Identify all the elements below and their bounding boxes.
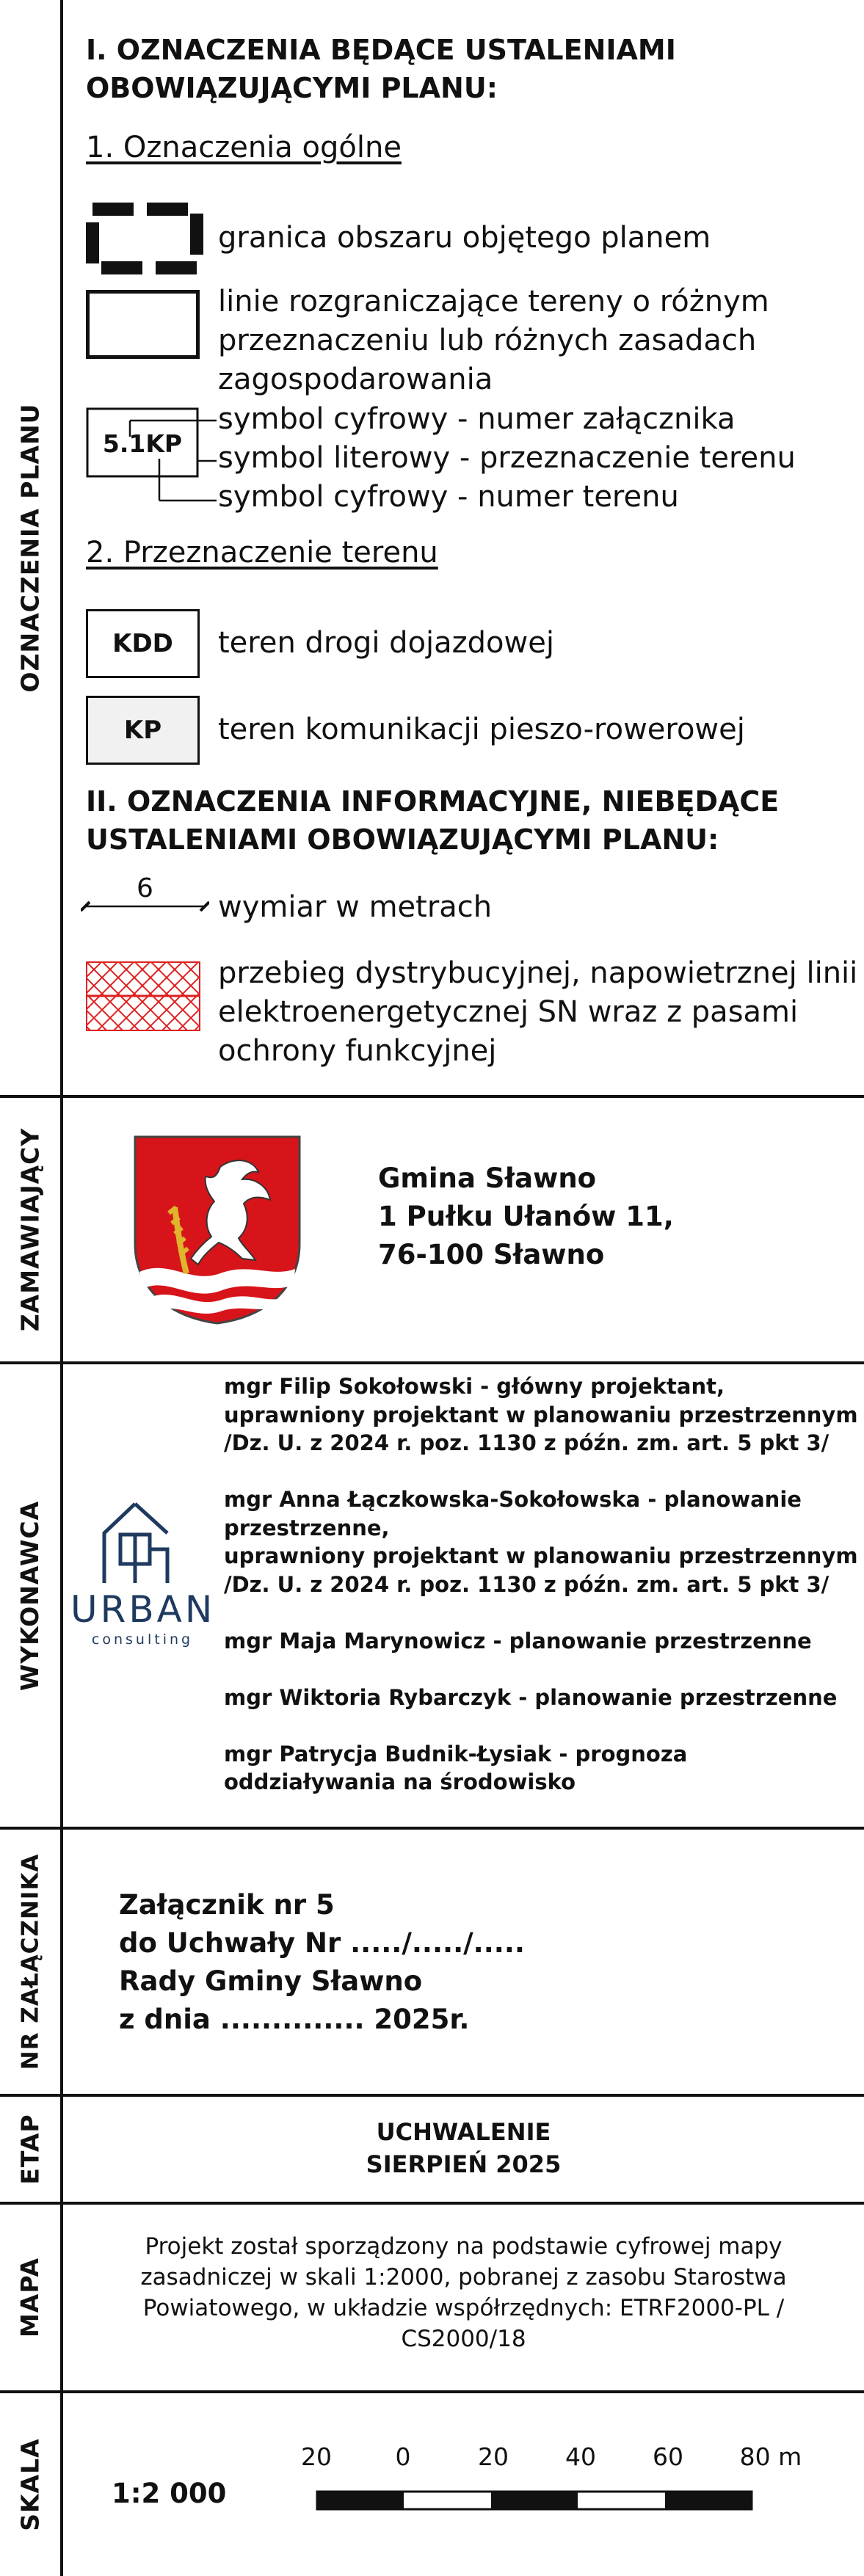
symbol-desc-1: symbol cyfrowy - numer załącznika [218, 402, 736, 436]
dimension-desc: wymiar w metrach [218, 890, 493, 924]
divider-contractor-attachment [0, 1827, 864, 1830]
logo-word: URBAN [70, 1588, 216, 1631]
scale-ratio: 1:2 000 [112, 2478, 227, 2509]
dividing-lines-symbol [86, 290, 200, 359]
dividing-lines-desc-3: zagospodarowania [218, 363, 493, 396]
scale-tick-label-0: 20 [301, 2442, 332, 2471]
slawno-coat-of-arms-icon [132, 1134, 302, 1326]
subheading-land-use: 2. Przeznaczenie terenu [86, 536, 438, 570]
map-source-info: Projekt został sporządzony na podstawie cyfrowej mapy zasadniczej w skali 1:2000, pobranej z zasobu Starostwa Powiatowego, w układzie współrzędnych: ETRF2000-PL / CS2000/18 [140, 2233, 787, 2352]
urban-logo-icon [94, 1501, 176, 1585]
symbol-desc-3: symbol cyfrowy - numer terenu [218, 480, 679, 514]
scale-tick-label-1: 0 [395, 2442, 411, 2471]
section2-title-line1: II. OZNACZENIA INFORMACYJNE, NIEBĘDĄCE [86, 785, 780, 818]
kdd-symbol: KDD [86, 609, 200, 678]
power-line-desc-2: elektroenergetycznej SN wraz z pasami [218, 995, 799, 1029]
plan-boundary-symbol [86, 203, 203, 274]
left-column-divider [60, 0, 63, 2576]
kp-desc: teren komunikacji pieszo-rowerowej [218, 713, 745, 746]
side-label-zamawiajacy: ZAMAWIAJĄCY [15, 1127, 45, 1332]
dividing-lines-desc-2: przeznaczeniu lub różnych zasadach [218, 324, 757, 357]
power-line-hatch-symbol [86, 961, 200, 1031]
stage-info: UCHWALENIE SIERPIEŃ 2025 [366, 2118, 562, 2178]
divider-legend-client [0, 1095, 864, 1098]
boundary-desc: granica obszaru objętego planem [218, 221, 711, 255]
symbol-desc-2: symbol literowy - przeznaczenie terenu [218, 441, 796, 475]
side-label-mapa: MAPA [15, 2257, 45, 2338]
logo-sub: consulting [91, 1631, 194, 1648]
kdd-desc: teren drogi dojazdowej [218, 626, 554, 660]
side-label-oznaczenia: OZNACZENIA PLANU [15, 403, 45, 692]
scale-bar [316, 2490, 753, 2511]
divider-client-contractor [0, 1361, 864, 1364]
client-city: 76-100 Sławno [378, 1239, 605, 1270]
dividing-lines-desc-1: linie rozgraniczające tereny o różnym [218, 285, 769, 319]
scale-tick-label-5: 80 m [739, 2442, 802, 2471]
side-label-etap: ETAP [15, 2114, 45, 2185]
side-label-skala: SKALA [15, 2438, 45, 2531]
scale-tick-label-3: 40 [565, 2442, 596, 2471]
section2-title-line2: USTALENIAMI OBOWIĄZUJĄCYMI PLANU: [86, 823, 719, 856]
dimension-value: 6 [137, 873, 153, 903]
symbol-explanation-diagram [86, 407, 218, 510]
contractor-team: mgr Filip Sokołowski - główny projektant, uprawniony projektant w planowaniu przestrzennym /Dz. U. z 2024 r. poz. 1130 z późn. zm. art. 5 pkt 3/ mgr Anna Łączkowska-Sokołowska - planowanie przestrzenne, uprawniony projektant w planowaniu przestrzennym /Dz. U. z 2024 r. poz. 1130 z późn. zm. art. 5 pkt 3/ mgr Maja Marynowicz - planowanie przestrzenne mgr Wiktoria Rybarczyk - planowanie przestrzenne mgr Patrycja Budnik-Łysiak - prognoza oddziaływania na środowisko [224, 1374, 858, 1794]
divider-map-scale [0, 2390, 864, 2393]
symbol-code: 5.1KP [102, 429, 183, 458]
client-name: Gmina Sławno [378, 1163, 597, 1194]
power-line-desc-1: przebieg dystrybucyjnej, napowietrznej linii [218, 956, 858, 990]
side-label-wykonawca: WYKONAWCA [15, 1500, 45, 1691]
client-street: 1 Pułku Ułanów 11, [378, 1201, 674, 1232]
section1-title-line1: I. OZNACZENIA BĘDĄCE USTALENIAMI [86, 34, 676, 66]
power-line-desc-3: ochrony funkcyjnej [218, 1034, 497, 1068]
section1-title-line2: OBOWIĄZUJĄCYMI PLANU: [86, 72, 498, 104]
divider-stage-map [0, 2202, 864, 2205]
scale-tick-label-2: 20 [478, 2442, 509, 2471]
scale-tick-label-4: 60 [653, 2442, 683, 2471]
side-label-nr-zalacznika: NR ZAŁĄCZNIKA [17, 1853, 44, 2070]
attachment-number: Załącznik nr 5 do Uchwały Nr ...../...../..... Rady Gminy Sławno z dnia .............. 2025r. [119, 1889, 525, 2035]
subheading-general: 1. Oznaczenia ogólne [86, 131, 402, 164]
divider-attachment-stage [0, 2094, 864, 2097]
kp-symbol: KP [86, 696, 200, 765]
